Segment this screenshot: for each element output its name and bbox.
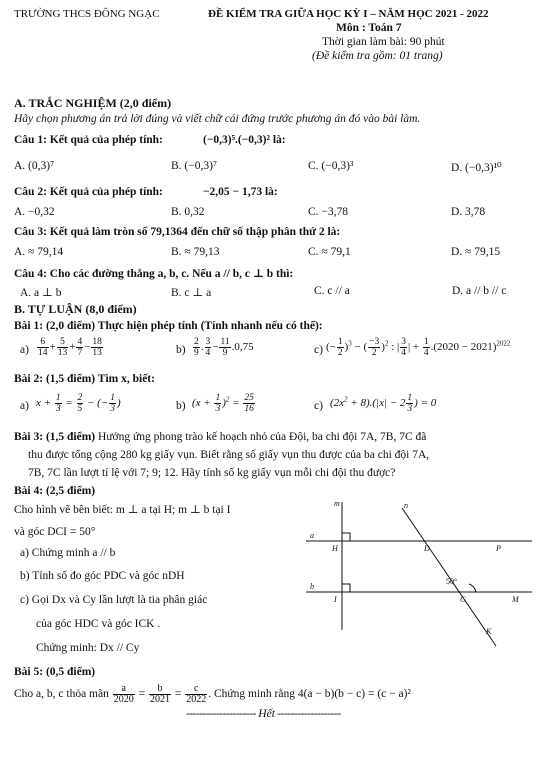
bai4-line2: và góc DCI = 50°: [14, 526, 96, 538]
q1-option-b: B. (−0,3)⁷: [171, 160, 217, 172]
bai1-c-expr: (− $\frac{1}{2}$ )$^3$ − ( $\frac{-3}{2}$ )$^2$ : | $\frac{3}{4}$ | + $\frac{1}{4}$ $.(2020 - 2021)^{2022}$: [326, 337, 511, 358]
bai5-proof: 4(a − b)(b − c) = (c − a)²: [297, 688, 411, 701]
right-angle-i: [342, 584, 350, 592]
label-i: I: [334, 595, 337, 604]
q2-option-b: B. 0,32: [171, 206, 205, 218]
bai2-title: Bài 2: (1,5 điểm) Tìm x, biết:: [14, 373, 155, 385]
bai3-line2: thu được tổng cộng 280 kg giấy vụn. Biết rằng số giấy vụn thu được của ba chi đội 7A,: [28, 449, 430, 461]
bai2-b-label: b): [176, 400, 186, 412]
bai5-den2: 2021: [149, 694, 170, 705]
bai1-c-label: c): [314, 344, 323, 356]
q2-option-a: A. −0,32: [14, 206, 55, 218]
label-mm: M: [512, 595, 519, 604]
part-b-title: B. TỰ LUẬN (8,0 điểm): [14, 302, 137, 316]
bai3-line3: 7B, 7C lần lượt tỉ lệ với 7; 9; 12. Hãy tính số kg giấy vụn mỗi chi đội thu được?: [28, 467, 396, 479]
geometry-figure: [300, 496, 536, 658]
bai5-text2: . Chứng minh rằng: [208, 688, 295, 701]
q4-option-d: D. a // b // c: [452, 285, 507, 297]
bai2-a-label: a): [20, 400, 29, 412]
q3-stem: Câu 3: Kết quả làm tròn số 79,1364 đến chữ số thập phân thứ 2 là:: [14, 226, 341, 238]
bai4-part-c1: c) Gọi Dx và Cy lần lượt là tia phân giác: [20, 594, 208, 606]
bai1-title: Bài 1: (2,0 điểm) Thực hiện phép tính (Tính nhanh nếu có thể):: [14, 320, 323, 332]
q4-option-c: C. c // a: [314, 285, 350, 297]
bai5-text1: Cho a, b, c thỏa mãn: [14, 688, 109, 701]
bai5-statement: Cho a, b, c thỏa mãn $\frac{a}{2020}$ = $\frac{b}{2021}$ = $\frac{c}{2022}$ . Chứng minh rằng 4(a − b)(b − c) = (c − a)²: [14, 683, 411, 705]
angle-arc: [469, 584, 476, 592]
bai5-title: Bài 5: (0,5 điểm): [14, 666, 96, 678]
part-a-instruction: Hãy chọn phương án trả lời đúng và viết chữ cái đứng trước phương án đó vào bài làm.: [14, 113, 421, 125]
bai1-b-expr: $\frac{2}{9}$ . $\frac{3}{4}$ − $\frac{11}{9}$ .0,75: [194, 337, 254, 358]
bai1-a-label: a): [20, 344, 29, 356]
label-c: C: [460, 595, 466, 604]
label-p: P: [496, 544, 501, 553]
q1-expr: (−0,3)⁵.(−0,3)² là:: [203, 134, 286, 146]
label-a: a: [310, 531, 314, 540]
bai4-title: Bài 4: (2,5 điểm): [14, 485, 96, 497]
q4-option-b: B. c ⊥ a: [171, 287, 212, 299]
q3-option-c: C. ≈ 79,1: [308, 246, 351, 258]
q1-option-d: D. (−0,3)¹⁰: [451, 162, 502, 174]
label-k: K: [486, 627, 492, 636]
label-b: b: [310, 582, 314, 591]
q4-stem: Câu 4: Cho các đường thẳng a, b, c. Nếu a // b, c ⊥ b thì:: [14, 268, 294, 280]
right-angle-h: [342, 533, 350, 541]
subject: Môn : Toán 7: [336, 22, 402, 34]
q1-stem: Câu 1: Kết quả của phép tính:: [14, 134, 163, 146]
bai2-b-expr: (x + $\frac{1}{3}$ )$^2$ = $\frac{25}{16}$: [192, 393, 254, 414]
label-angle: 50°: [446, 577, 458, 586]
label-n: n: [404, 501, 408, 510]
end-marker: --------------------- Hết -------------------: [186, 708, 341, 720]
bai5-den3: 2022: [186, 694, 207, 705]
bai4-part-c2: của góc HDC và góc ICK .: [36, 618, 161, 630]
bai4-part-c3: Chứng minh: Dx // Cy: [36, 642, 140, 654]
exam-time: Thời gian làm bài: 90 phút: [322, 36, 445, 48]
bai2-c-label: c): [314, 400, 323, 412]
exam-title: ĐỀ KIỂM TRA GIỮA HỌC KỲ I – NĂM HỌC 2021 - 2022: [208, 8, 489, 20]
q3-option-b: B. ≈ 79,13: [171, 246, 220, 258]
q2-option-d: D. 3,78: [451, 206, 486, 218]
bai1-b-label: b): [176, 344, 186, 356]
school-name: TRƯỜNG THCS ĐÔNG NGẠC: [14, 8, 160, 20]
q1-option-c: C. (−0,3)³: [308, 160, 354, 172]
bai5-den1: 2020: [113, 694, 134, 705]
q2-expr: −2,05 − 1,73 là:: [203, 186, 278, 198]
label-h: H: [332, 544, 338, 553]
page-count: (Đề kiểm tra gồm: 01 trang): [312, 50, 443, 62]
label-d: D: [424, 544, 430, 553]
label-m: m: [334, 499, 340, 508]
part-a-title: A. TRẮC NGHIỆM (2,0 điểm): [14, 96, 172, 110]
q3-option-d: D. ≈ 79,15: [451, 246, 501, 258]
q2-option-c: C. −3,78: [308, 206, 349, 218]
bai5-num1: a: [113, 684, 135, 695]
bai2-a-expr: x + $\frac{1}{3}$ = $\frac{2}{5}$ − (− $\frac{1}{3}$ ): [36, 393, 121, 414]
end-text: Hết: [258, 708, 275, 720]
bai4-part-a: a) Chứng minh a // b: [20, 547, 116, 559]
bai1-a-expr: $\frac{6}{14}$ + $\frac{5}{13}$ + $\frac{4}{7}$ − $\frac{18}{13}$: [38, 337, 102, 358]
q3-option-a: A. ≈ 79,14: [14, 246, 64, 258]
q2-stem: Câu 2: Kết quả của phép tính:: [14, 186, 163, 198]
bai5-num3: c: [185, 684, 207, 695]
q1-option-a: A. (0,3)⁷: [14, 160, 55, 172]
bai3-line1: Bài 3: (1,5 điểm) Hưởng ứng phong trào kế hoạch nhỏ của Đội, ba chi đội 7A, 7B, 7C đã: [14, 431, 427, 443]
bai4-part-b: b) Tính số đo góc PDC và góc nDH: [20, 570, 185, 582]
q4-option-a: A. a ⊥ b: [20, 287, 62, 299]
bai2-c-expr: $(2x^2 + 8).(|x| - 2$ $\frac{1}{3}$ ) = 0: [330, 393, 437, 414]
bai4-line1: Cho hình vẽ bên biết: m ⊥ a tại H; m ⊥ b tại I: [14, 504, 231, 516]
bai5-num2: b: [149, 684, 171, 695]
